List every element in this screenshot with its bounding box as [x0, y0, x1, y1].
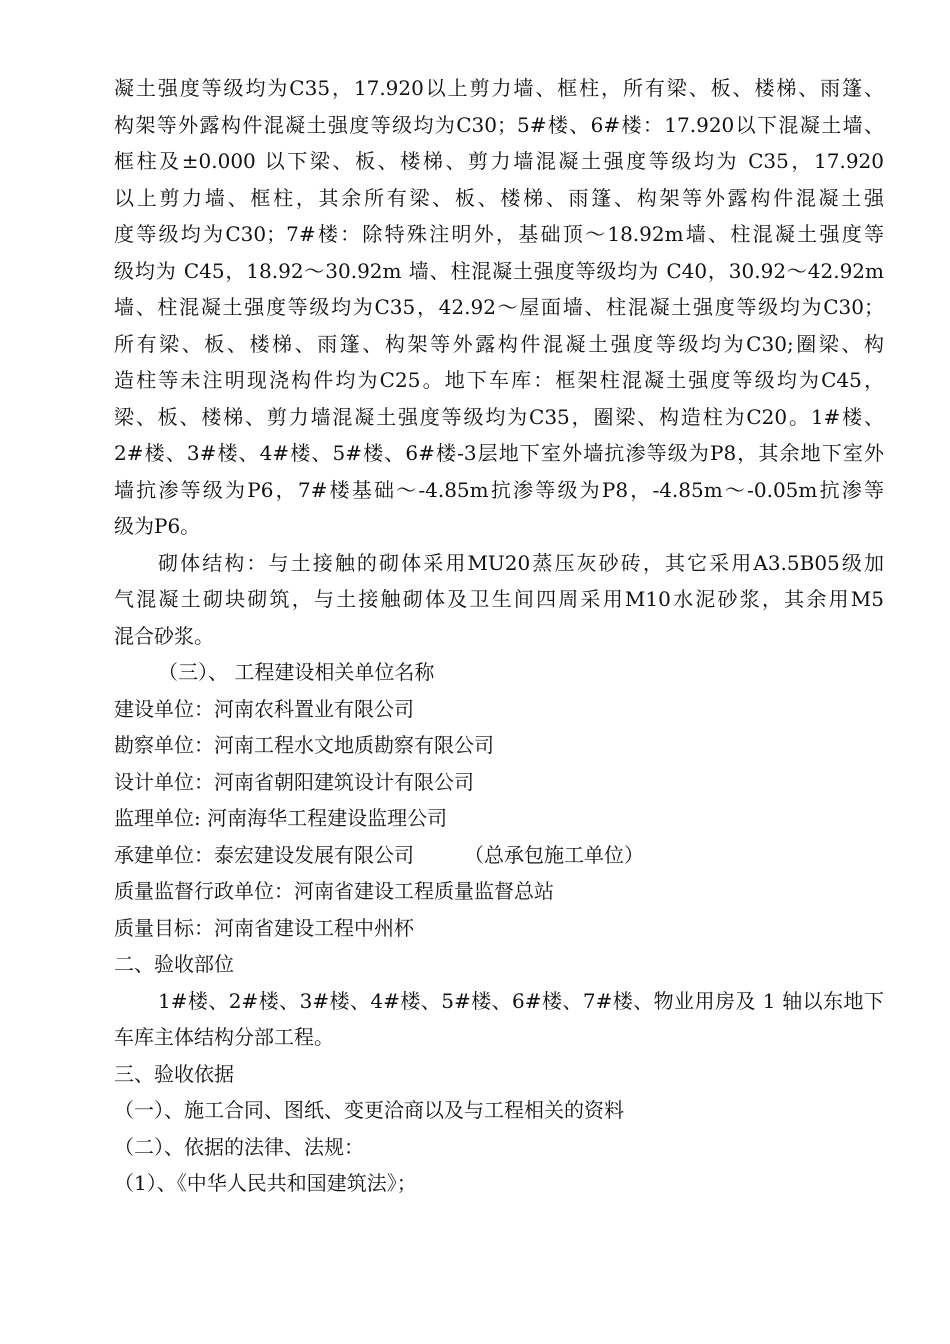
text-line: 砌体结构：与土接触的砌体采用MU20蒸压灰砂砖，其它采用A3.5B05级加 — [158, 550, 884, 575]
text-line: 级为P6。 — [114, 514, 201, 538]
quality-admin-unit: 质量监督行政单位：河南省建设工程质量监督总站 — [114, 879, 554, 903]
contractor-unit: 承建单位：泰宏建设发展有限公司 — [114, 842, 414, 867]
section-heading: （三）、 工程建设相关单位名称 — [158, 660, 435, 684]
text-line: 凝土强度等级均为C35，17.920以上剪力墙、框柱，所有梁、板、楼梯、雨篷、 — [114, 76, 884, 100]
text-line: 以上剪力墙、框柱，其余所有梁、板、楼梯、雨篷、构架等外露构件混凝土强 — [114, 185, 884, 210]
text-line: 构架等外露构件混凝土强度等级均为C30；5#楼、6#楼：17.920以下混凝土墙、 — [114, 112, 884, 137]
text-line: 造柱等未注明现浇构件均为C25。地下车库：框架柱混凝土强度等级均为C45， — [114, 368, 884, 392]
construction-unit: 建设单位：河南农科置业有限公司 — [114, 696, 414, 721]
text-line: 车库主体结构分部工程。 — [114, 1025, 334, 1049]
design-unit: 设计单位：河南省朝阳建筑设计有限公司 — [114, 769, 474, 794]
law-item: （1）、《中华人民共和国建筑法》； — [114, 1171, 417, 1195]
basis-item: （二）、依据的法律、法规： — [114, 1134, 364, 1159]
concrete-strength-paragraph — [114, 70, 884, 545]
contractor-unit-row — [114, 837, 884, 874]
quality-goal: 质量目标：河南省建设工程中州杯 — [114, 915, 414, 940]
text-line: 梁、板、楼梯、剪力墙混凝土强度等级均为C35，圈梁、构造柱为C20。1#楼、 — [114, 404, 884, 429]
text-line: 1#楼、2#楼、3#楼、4#楼、5#楼、6#楼、7#楼、物业用房及 1 轴以东地下 — [158, 988, 884, 1013]
document-page — [114, 70, 884, 1202]
acceptance-basis-section — [114, 1056, 884, 1202]
acceptance-part-section — [114, 946, 884, 1056]
text-line: 混合砂浆。 — [114, 623, 214, 648]
supervision-unit: 监理单位: 河南海华工程建设监理公司 — [114, 806, 448, 830]
survey-unit: 勘察单位：河南工程水文地质勘察有限公司 — [114, 733, 494, 757]
basis-item: （一）、施工合同、图纸、变更洽商以及与工程相关的资料 — [114, 1098, 624, 1122]
project-units-section — [114, 654, 884, 946]
text-line: 度等级均为C30；7#楼：除特殊注明外，基础顶～18.92m墙、柱混凝土强度等 — [114, 222, 884, 246]
text-line: 墙抗渗等级为P6，7#楼基础～-4.85m抗渗等级为P8，-4.85m～-0.05m抗渗等 — [114, 477, 884, 502]
contractor-note: （总承包施工单位） — [464, 842, 644, 867]
text-line: 框柱及±0.000 以下梁、板、楼梯、剪力墙混凝土强度等级均为 C35，17.920 — [114, 149, 884, 173]
text-line: 墙、柱混凝土强度等级均为C35，42.92～屋面墙、柱混凝土强度等级均为C30； — [114, 295, 884, 319]
section-heading: 二、验收部位 — [114, 952, 234, 976]
text-line: 2#楼、3#楼、4#楼、5#楼、6#楼-3层地下室外墙抗渗等级为P8，其余地下室外 — [114, 441, 884, 465]
text-line: 级均为 C45，18.92～30.92m 墙、柱混凝土强度等级均为 C40，30.92～42.92m — [114, 258, 884, 283]
masonry-paragraph — [114, 545, 884, 655]
text-line: 气混凝土砌块砌筑，与土接触砌体及卫生间四周采用M10水泥砂浆，其余用M5 — [114, 587, 884, 611]
text-line: 所有梁、板、楼梯、雨篷、构架等外露构件混凝土强度等级均为C30;圈梁、构 — [114, 331, 884, 356]
section-heading: 三、验收依据 — [114, 1061, 234, 1086]
